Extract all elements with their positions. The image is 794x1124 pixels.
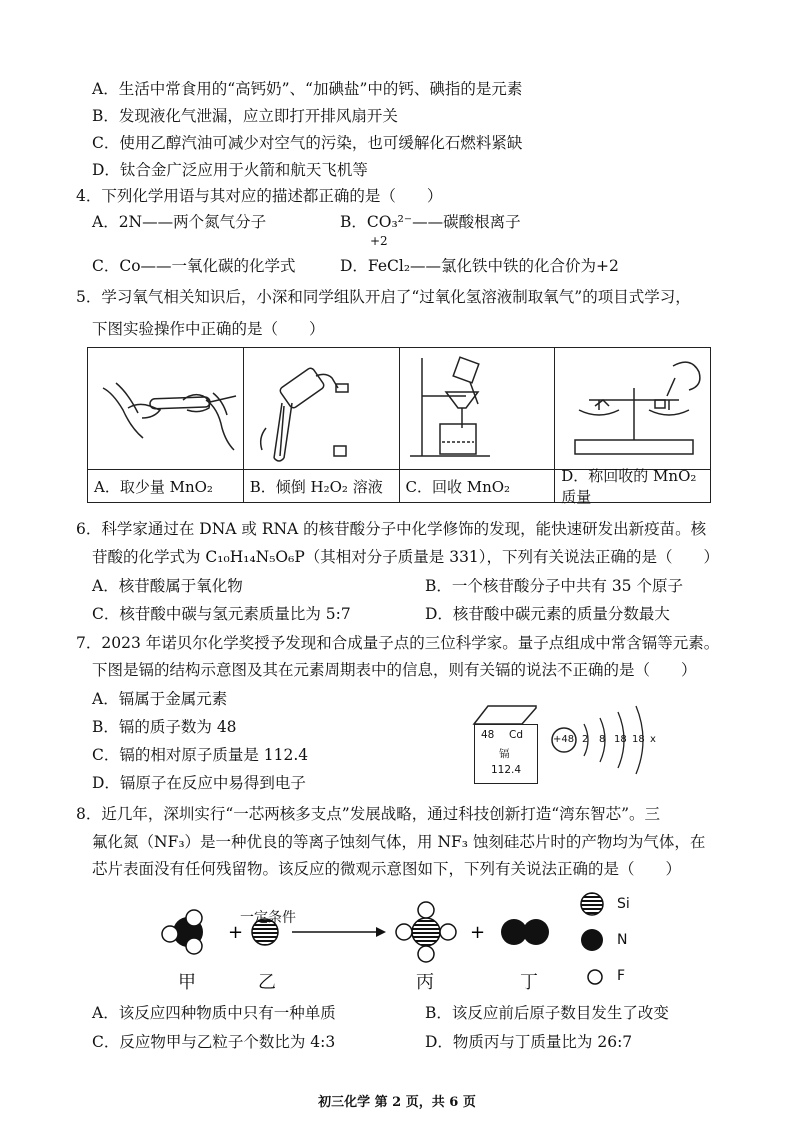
q4-option-d: D．FeCl₂——氯化铁中铁的化合价为+2 <box>340 257 619 275</box>
q5-cell-a <box>88 348 244 502</box>
svg-text:+: + <box>228 922 244 943</box>
filtration-illustration <box>400 348 555 466</box>
q6-option-d: D．核苷酸中碳元素的质量分数最大 <box>425 605 670 623</box>
q4-stem: 4．下列化学用语与其对应的描述都正确的是（ ） <box>76 187 443 205</box>
q8-option-d: D．物质丙与丁质量比为 26:7 <box>425 1033 633 1051</box>
shell-4-electrons: 18 <box>632 734 645 745</box>
q5-caption-c: C．回收 MnO₂ <box>400 469 555 502</box>
q5-stem-line2: 下图实验操作中正确的是（ ） <box>92 320 325 338</box>
q6-option-b: B．一个核苷酸分子中共有 35 个原子 <box>425 577 683 595</box>
q7-option-b: B．镉的质子数为 48 <box>92 718 237 736</box>
q3-option-a: A．生活中常食用的“高钙奶”、“加碘盐”中的钙、碘指的是元素 <box>92 80 523 98</box>
q7-stem-line2: 下图是镉的结构示意图及其在元素周期表中的信息，则有关镉的说法不正确的是（ ） <box>92 661 697 679</box>
q4-option-c: C．Co——一氧化碳的化学式 <box>92 257 296 275</box>
cadmium-nucleus-charge: +48 <box>553 734 575 745</box>
q6-stem-line2: 苷酸的化学式为 C₁₀H₁₄N₅O₆P（其相对分子质量是 331），下列有关说法正确的是（ ） <box>92 548 720 566</box>
legend-n-label: N <box>617 932 628 948</box>
q8-option-c: C．反应物甲与乙粒子个数比为 4:3 <box>92 1033 336 1051</box>
q8-stem-line3: 芯片表面没有任何残留物。该反应的微观示意图如下，下列有关说法正确的是（ ） <box>92 860 682 878</box>
q7-option-c: C．镉的相对原子质量是 112.4 <box>92 746 309 764</box>
label-yi: 乙 <box>258 972 276 993</box>
shell-1-electrons: 2 <box>582 734 589 745</box>
balance-scale-illustration <box>555 348 710 466</box>
label-ding: 丁 <box>520 972 538 993</box>
q5-cell-c <box>400 348 556 502</box>
reaction-microscopic-diagram <box>150 884 660 966</box>
cadmium-mass: 112.4 <box>491 764 522 776</box>
q8-stem-line2: 氟化氮（NF₃）是一种优良的等离子蚀刻气体，用 NF₃ 蚀刻硅芯片时的产物均为气体，在 <box>92 833 706 851</box>
legend-f-atom <box>585 967 605 987</box>
q5-caption-a: A．取少量 MnO₂ <box>88 469 243 502</box>
q6-option-a: A．核苷酸属于氧化物 <box>92 577 243 595</box>
legend-si-label: Si <box>617 896 630 912</box>
shell-3-electrons: 18 <box>614 734 627 745</box>
shell-2-electrons: 8 <box>599 734 606 745</box>
q5-stem-line1: 5．学习氧气相关知识后，小深和同学组队开启了“过氧化氢溶液制取氧气”的项目式学习， <box>76 288 691 306</box>
page-footer: 初三化学 第 2 页，共 6 页 <box>318 1095 476 1110</box>
q6-option-c: C．核苷酸中碳与氢元素质量比为 5:7 <box>92 605 351 623</box>
reaction-condition: 一定条件 <box>240 910 296 926</box>
q7-option-a: A．镉属于金属元素 <box>92 690 228 708</box>
q5-experiment-panel <box>87 347 711 506</box>
svg-text:+: + <box>470 922 486 943</box>
shell-5-electrons: x <box>650 734 656 745</box>
q5-cell-d <box>555 348 710 506</box>
q8-option-a: A．该反应四种物质中只有一种单质 <box>92 1004 336 1022</box>
cadmium-atomic-number: 48 <box>481 729 495 741</box>
hands-test-tube-illustration <box>88 348 243 466</box>
pouring-liquid-illustration <box>244 348 399 466</box>
legend-f-label: F <box>617 968 626 984</box>
q6-stem-line1: 6．科学家通过在 DNA 或 RNA 的核苷酸分子中化学修饰的发现，能快速研发出新疫苗。核 <box>76 520 707 538</box>
q7-option-d: D．镉原子在反应中易得到电子 <box>92 774 306 792</box>
q4-option-a: A．2N——两个氮气分子 <box>92 213 267 231</box>
label-jia: 甲 <box>178 972 196 993</box>
q5-caption-d: D．称回收的 MnO₂ 质量 <box>555 469 710 502</box>
cadmium-name: 镉 <box>499 748 510 760</box>
q4-option-b: B．CO₃²⁻——碳酸根离子 <box>340 213 521 231</box>
q5-caption-b: B．倾倒 H₂O₂ 溶液 <box>244 469 399 502</box>
cadmium-periodic-cell <box>474 724 538 784</box>
cadmium-symbol: Cd <box>509 729 523 741</box>
label-bing: 丙 <box>416 972 434 993</box>
q4-valence-mark: +2 <box>370 234 388 248</box>
q3-option-c: C．使用乙醇汽油可减少对空气的污染，也可缓解化石燃料紧缺 <box>92 134 523 152</box>
q8-stem-line1: 8．近几年，深圳实行“一芯两核多支点”发展战略，通过科技创新打造“湾东智芯”。三 <box>76 805 661 823</box>
q7-stem-line1: 7．2023 年诺贝尔化学奖授予发现和合成量子点的三位科学家。量子点组成中常含镉等元素。 <box>76 634 720 652</box>
q3-option-d: D．钛合金广泛应用于火箭和航天飞机等 <box>92 161 368 179</box>
q3-option-b: B．发现液化气泄漏，应立即打开排风扇开关 <box>92 107 398 125</box>
q8-option-b: B．该反应前后原子数目发生了改变 <box>425 1004 669 1022</box>
q5-cell-b <box>244 348 400 502</box>
